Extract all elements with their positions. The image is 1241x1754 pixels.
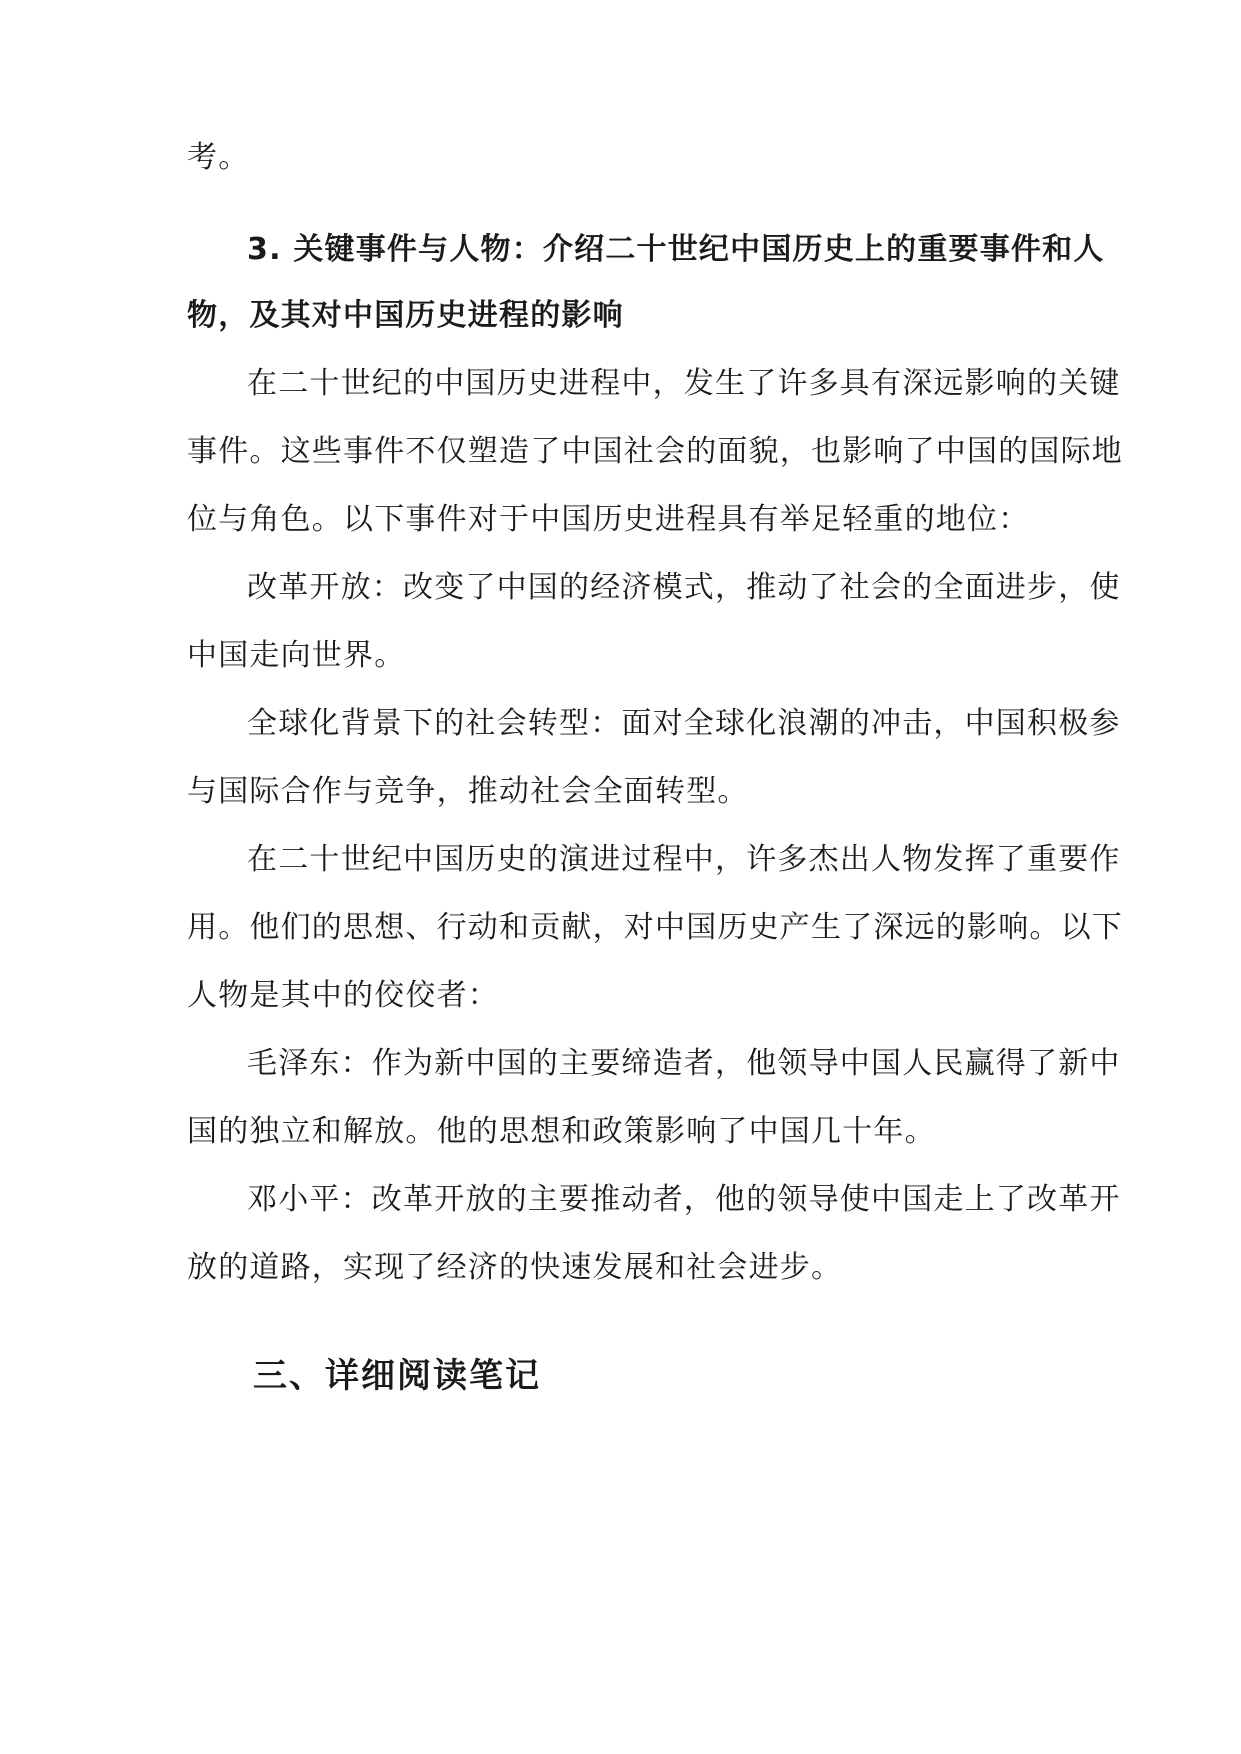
text-line: 考。 <box>187 140 250 175</box>
paragraph-line: 毛泽东：作为新中国的主要缔造者，他领导中国人民赢得了新中 <box>247 1046 1121 1081</box>
paragraph-line: 改革开放：改变了中国的经济模式，推动了社会的全面进步，使 <box>247 570 1121 605</box>
paragraph-line: 在二十世纪的中国历史进程中，发生了许多具有深远影响的关键 <box>247 366 1121 401</box>
paragraph-line: 与国际合作与竞争，推动社会全面转型。 <box>187 774 749 809</box>
subheading-line: 物，及其对中国历史进程的影响 <box>187 298 624 333</box>
paragraph-line: 位与角色。以下事件对于中国历史进程具有举足轻重的地位： <box>187 502 1030 537</box>
paragraph-line: 用。他们的思想、行动和贡献，对中国历史产生了深远的影响。以下 <box>187 910 1123 945</box>
paragraph-line: 国的独立和解放。他的思想和政策影响了中国几十年。 <box>187 1114 936 1149</box>
paragraph-line: 人物是其中的佼佼者： <box>187 978 499 1013</box>
paragraph-line: 全球化背景下的社会转型：面对全球化浪潮的冲击，中国积极参 <box>247 706 1121 741</box>
paragraph-line: 中国走向世界。 <box>187 638 406 673</box>
paragraph-line: 放的道路，实现了经济的快速发展和社会进步。 <box>187 1250 843 1285</box>
paragraph-line: 邓小平：改革开放的主要推动者，他的领导使中国走上了改革开 <box>247 1182 1121 1217</box>
paragraph-line: 在二十世纪中国历史的演进过程中，许多杰出人物发挥了重要作 <box>247 842 1121 877</box>
paragraph-line: 事件。这些事件不仅塑造了中国社会的面貌，也影响了中国的国际地 <box>187 434 1123 469</box>
section-heading: 三、详细阅读笔记 <box>253 1356 541 1396</box>
subheading-line: 3. 关键事件与人物：介绍二十世纪中国历史上的重要事件和人 <box>247 232 1105 267</box>
